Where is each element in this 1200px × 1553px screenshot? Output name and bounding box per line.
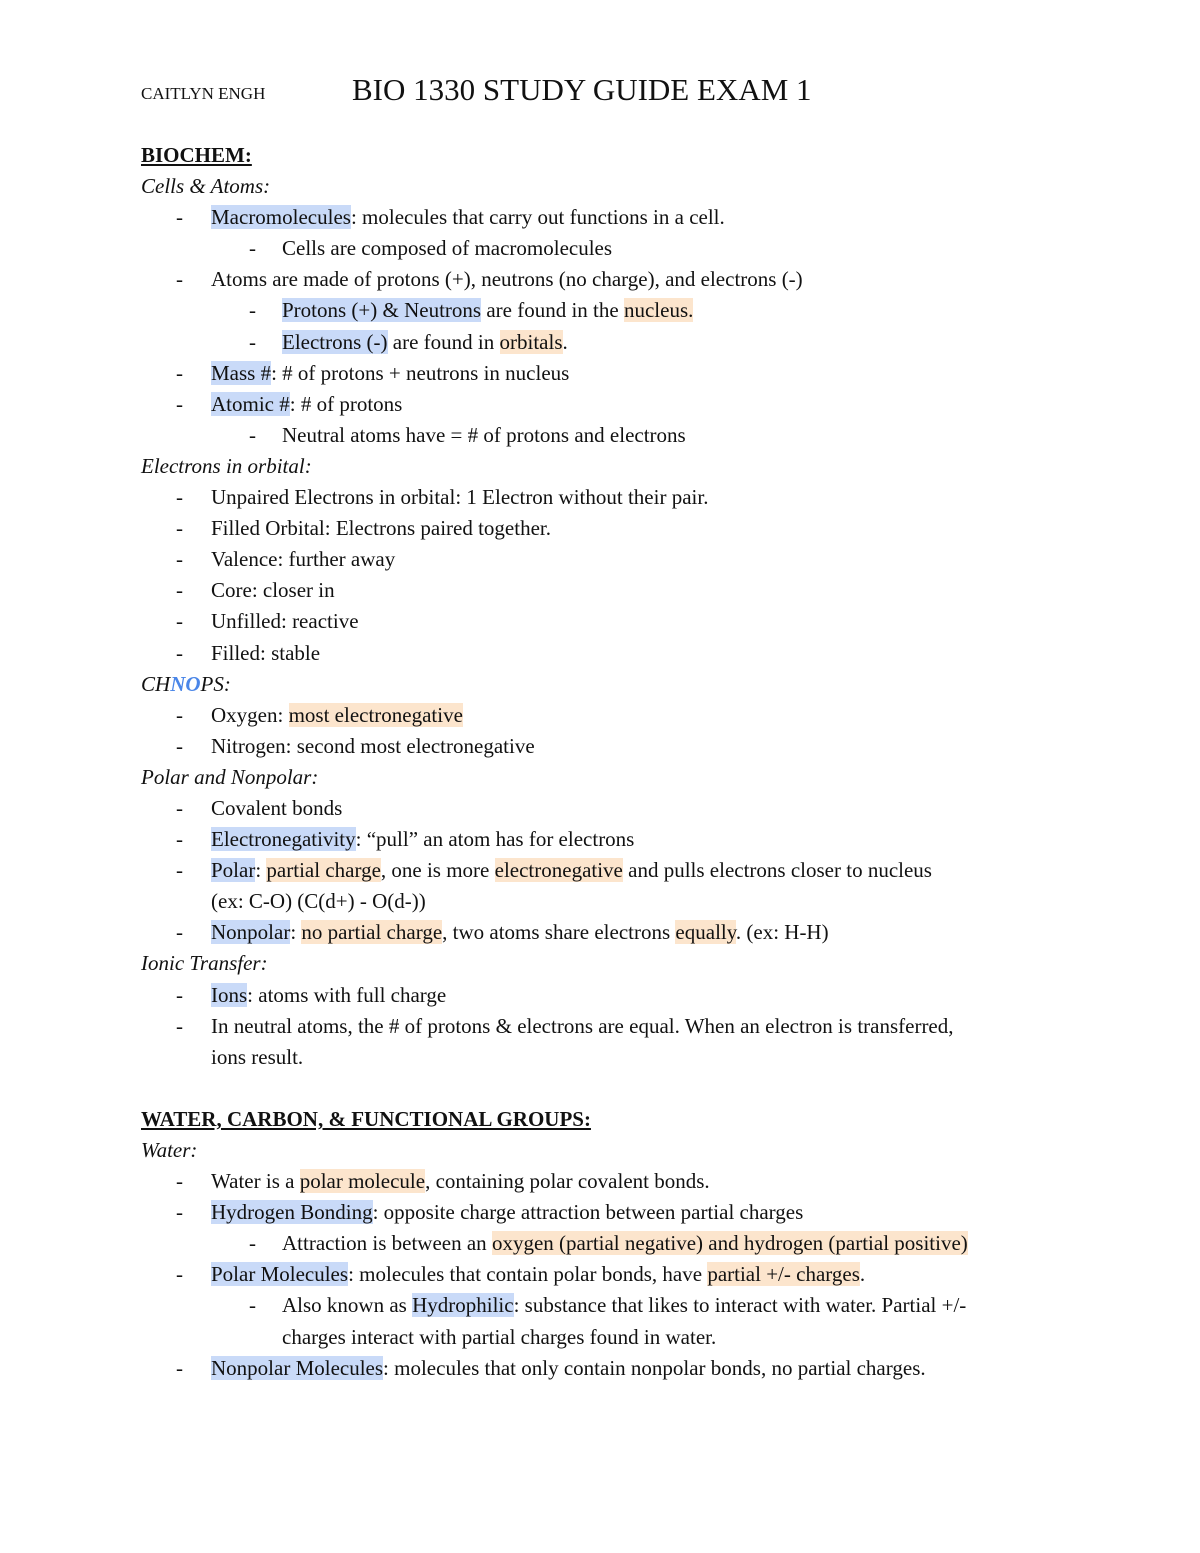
text-span: Covalent bonds (211, 795, 343, 820)
bullet-item (141, 544, 1081, 575)
bullet-item (141, 700, 1081, 731)
subheading-water: Water: (141, 1138, 198, 1162)
bullet-item (141, 513, 1081, 544)
text-span: and pulls electrons closer to nucleus (622, 858, 932, 883)
key-highlight: partial +/- charges (707, 1262, 860, 1287)
text-span: : # of protons + neutrons in nucleus (271, 360, 570, 385)
text-span: : # of protons (289, 391, 403, 416)
text-span: Unfilled: reactive (211, 609, 359, 634)
section-heading-biochem: BIOCHEM: (141, 143, 252, 167)
text-span: : atoms with full charge (247, 982, 447, 1007)
text-span: : (255, 858, 267, 883)
text-span: are found in the (481, 298, 624, 323)
key-highlight: polar molecule (299, 1169, 426, 1194)
bullet-dash: - (176, 1013, 183, 1038)
text-span: , two atoms share electrons (442, 920, 676, 945)
bullet-item (141, 264, 1081, 295)
bullet-dash: - (249, 298, 256, 323)
text-span: Nitrogen: second most electronegative (211, 733, 535, 758)
text-span: . (ex: H-H) (735, 920, 829, 945)
term-highlight: Nonpolar Molecules (211, 1355, 384, 1380)
section-heading-water-carbon: WATER, CARBON, & FUNCTIONAL GROUPS: (141, 1106, 591, 1131)
bullet-item (141, 793, 1081, 824)
text-span: : substance that likes to interact with water. Partial +/- (513, 1293, 967, 1318)
key-highlight: most electronegative (288, 702, 463, 727)
bullet-item (141, 638, 1081, 669)
text-span: : opposite charge attraction between partial charges (372, 1200, 804, 1225)
bullet-dash: - (176, 547, 183, 572)
key-highlight: partial charge (266, 858, 381, 883)
bullet-dash: - (249, 236, 256, 261)
text-span: Filled Orbital: Electrons paired together. (211, 516, 551, 541)
sub-bullet-item (141, 295, 1081, 326)
key-highlight: equally (675, 920, 736, 945)
text-span: charges interact with partial charges found in water. (282, 1324, 717, 1349)
bullet-item (141, 389, 1081, 420)
subheading-polar-nonpolar: Polar and Nonpolar: (141, 764, 319, 789)
text-span: : “pull” an atom has for electrons (355, 827, 635, 852)
blank-line (141, 1073, 1081, 1104)
subheading-cells-atoms: Cells & Atoms: (141, 174, 271, 199)
bullet-dash: - (176, 516, 183, 541)
bullet-item (141, 1011, 1081, 1042)
bullet-dash: - (176, 205, 183, 230)
bullet-item (141, 917, 1081, 948)
bullet-continuation (141, 1042, 1081, 1073)
bullet-item (141, 202, 1081, 233)
sub-bullet-item (141, 233, 1081, 264)
bullet-dash: - (176, 485, 183, 510)
bullet-dash: - (176, 1169, 183, 1194)
bullet-dash: - (176, 702, 183, 727)
text-span: PS: (200, 671, 231, 696)
text-span: : molecules that contain polar bonds, have (348, 1262, 708, 1287)
text-span: Core: closer in (211, 578, 335, 603)
bullet-dash: - (176, 1355, 183, 1380)
bullet-item (141, 731, 1081, 762)
sub-bullet-item (141, 1290, 1081, 1321)
sub-bullet-item (141, 420, 1081, 451)
subheading-electrons-orbital: Electrons in orbital: (141, 453, 312, 478)
bullet-item (141, 1197, 1081, 1228)
bullet-dash: - (176, 360, 183, 385)
text-span: Filled: stable (211, 640, 321, 665)
term-highlight: Atomic # (211, 391, 290, 416)
text-span: Neutral atoms have = # of protons and electrons (282, 422, 686, 447)
text-span: : molecules that only contain nonpolar bonds, no partial charges. (383, 1355, 926, 1380)
sub-bullet-item (141, 327, 1081, 358)
bullet-item (141, 606, 1081, 637)
text-span: (ex: C-O) (C(d+) - O(d-)) (211, 889, 426, 914)
document-title: BIO 1330 STUDY GUIDE EXAM 1 (352, 72, 812, 107)
term-highlight: Mass # (211, 360, 272, 385)
text-span: Also known as (282, 1293, 413, 1318)
text-span: Cells are composed of macromolecules (282, 236, 613, 261)
term-highlight: Hydrophilic (412, 1293, 514, 1318)
bullet-item (141, 482, 1081, 513)
text-span: are found in (387, 329, 500, 354)
bullet-dash: - (176, 640, 183, 665)
text-span: Atoms are made of protons (+), neutrons (no charge), and electrons (-) (211, 267, 803, 292)
bullet-dash: - (249, 329, 256, 354)
bullet-item (141, 1259, 1081, 1290)
key-highlight: nucleus. (623, 298, 694, 323)
term-highlight: Electronegativity (211, 827, 356, 852)
bullet-dash: - (176, 795, 183, 820)
term-highlight: Polar (211, 858, 256, 883)
bullet-dash: - (176, 391, 183, 416)
text-span: . (859, 1262, 866, 1287)
key-highlight: oxygen (partial negative) and hydrogen (partial positive) (491, 1231, 968, 1256)
text-span: , one is more (380, 858, 495, 883)
bullet-continuation (141, 886, 1081, 917)
bullet-item (141, 1353, 1081, 1384)
text-span: Valence: further away (211, 547, 396, 572)
bullet-dash: - (176, 920, 183, 945)
document-header (141, 72, 1091, 112)
emphasis-blue: NO (170, 671, 201, 696)
text-span: , containing polar covalent bonds. (425, 1169, 710, 1194)
bullet-item (141, 358, 1081, 389)
key-highlight: no partial charge (301, 920, 443, 945)
bullet-item (141, 855, 1081, 886)
bullet-dash: - (176, 858, 183, 883)
term-highlight: Ions (211, 982, 248, 1007)
author-name: CAITLYN ENGH (141, 84, 266, 103)
term-highlight: Electrons (-) (282, 329, 388, 354)
text-span: ions result. (211, 1044, 304, 1069)
bullet-dash: - (176, 578, 183, 603)
bullet-dash: - (176, 609, 183, 634)
subheading-chnops (141, 669, 1081, 700)
bullet-dash: - (176, 733, 183, 758)
bullet-item (141, 1166, 1081, 1197)
term-highlight: Polar Molecules (211, 1262, 349, 1287)
term-highlight: Protons (+) & Neutrons (282, 298, 482, 323)
text-span: . (562, 329, 568, 354)
term-highlight: Nonpolar (211, 920, 291, 945)
bullet-item (141, 824, 1081, 855)
bullet-dash: - (176, 267, 183, 292)
text-span: : (290, 920, 302, 945)
document-body (141, 140, 1081, 1384)
text-span: Oxygen: (211, 702, 289, 727)
bullet-item (141, 575, 1081, 606)
bullet-dash: - (176, 827, 183, 852)
bullet-dash: - (176, 982, 183, 1007)
subheading-ionic-transfer: Ionic Transfer: (141, 951, 268, 976)
text-span: Water is a (211, 1169, 300, 1194)
bullet-dash: - (176, 1262, 183, 1287)
text-span: In neutral atoms, the # of protons & electrons are equal. When an electron is transferred, (211, 1013, 954, 1038)
text-span: CH (141, 671, 171, 696)
key-highlight: orbitals (499, 329, 563, 354)
key-highlight: electronegative (494, 858, 623, 883)
sub-bullet-item (141, 1228, 1081, 1259)
text-span: : molecules that carry out functions in a cell. (350, 205, 725, 230)
bullet-dash: - (249, 422, 256, 447)
bullet-continuation (141, 1322, 1081, 1353)
text-span: Attraction is between an (282, 1231, 492, 1256)
bullet-item (141, 980, 1081, 1011)
term-highlight: Macromolecules (211, 205, 351, 230)
bullet-dash: - (176, 1200, 183, 1225)
bullet-dash: - (249, 1231, 256, 1256)
bullet-dash: - (249, 1293, 256, 1318)
text-span: Unpaired Electrons in orbital: 1 Electron without their pair. (211, 485, 709, 510)
term-highlight: Hydrogen Bonding (211, 1200, 373, 1225)
